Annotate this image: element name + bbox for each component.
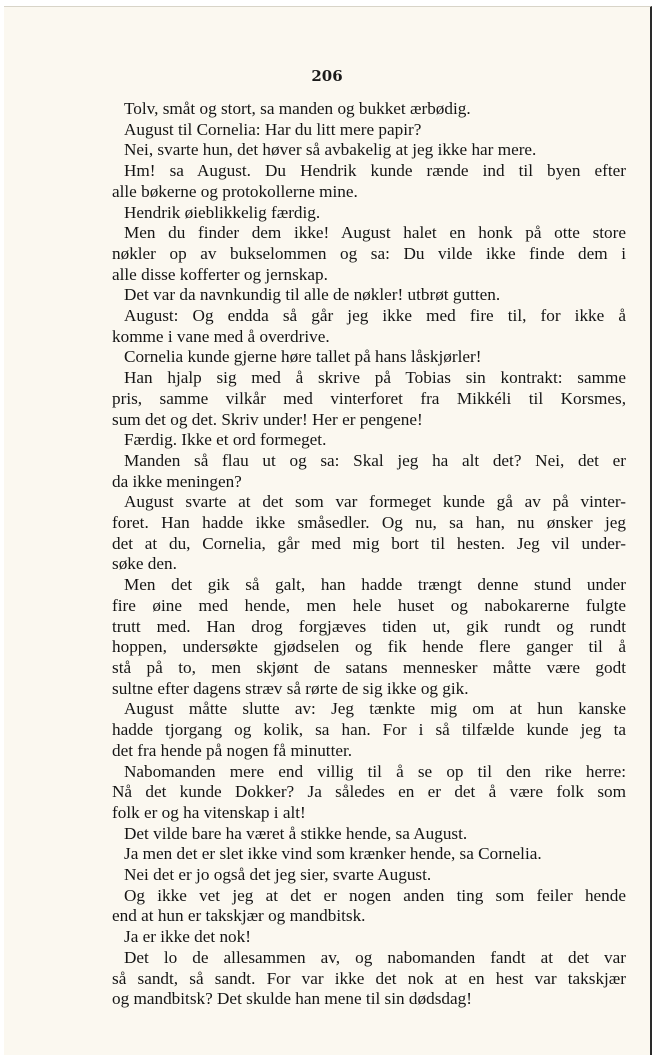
text-line: da ikke meningen? (112, 471, 242, 491)
text-line: Det lo de allesammen av, og nabomanden fandt at det var (124, 947, 626, 967)
text-line: Nei det er jo også det jeg sier, svarte August. (124, 865, 432, 885)
text-line: alle bøkerne og protokollerne mine. (112, 181, 358, 201)
paragraph (112, 761, 626, 824)
text-line: fire øine med hende, men hele huset og nabokarerne fulgte (112, 595, 626, 615)
text-line: stå på to, men skjønt de satans mennesker måtte være godt (112, 657, 626, 677)
book-page (4, 6, 652, 1055)
paragraph (112, 223, 626, 285)
text-line: nøkler op av bukselommen og sa: Du vilde ikke finde dem i (112, 243, 626, 263)
text-line: end at hun er takskjær og mandbitsk. (112, 906, 366, 926)
text-line: trutt med. Han drog forgjæves tiden ut, gik rundt og rundt (112, 616, 626, 636)
paragraph (112, 161, 626, 202)
text-line: Men det gik så galt, han hadde trængt denne stund under (124, 575, 626, 595)
paragraph (118, 285, 626, 306)
body-text (112, 99, 626, 1010)
paragraph (118, 844, 626, 865)
text-line: sum det og det. Skriv under! Her er pengene! (112, 409, 423, 429)
paragraph (118, 203, 626, 224)
paragraph (112, 885, 626, 927)
paragraph (118, 99, 626, 120)
text-line: Cornelia kunde gjerne høre tallet på hans låskjørler! (124, 347, 482, 367)
text-line: Men du finder dem ikke! August halet en honk på otte store (124, 223, 626, 243)
text-line: August svarte at det som var formeget kunde gå av på vinter- (124, 492, 626, 512)
paragraph (118, 430, 626, 451)
text-line: sultne efter dagens stræv så rørte de sig ikke og gik. (112, 678, 469, 698)
text-line: Hendrik øieblikkelig færdig. (124, 202, 321, 222)
text-line: Manden så flau ut og sa: Skal jeg ha alt det? Nei, det er (124, 450, 626, 470)
paragraph (118, 140, 626, 161)
paragraph (112, 575, 626, 699)
text-line: folk er og ha vitenskap i alt! (112, 802, 306, 822)
text-line: så sandt, så sandt. For var ikke det nok at en hest var takskjær (112, 968, 626, 988)
text-line: August til Cornelia: Har du litt mere papir? (124, 119, 422, 139)
text-line: August måtte slutte av: Jeg tænkte mig om at hun kanske (124, 699, 626, 719)
paragraph (118, 120, 626, 141)
text-line: Og ikke vet jeg at det er nogen anden ting som feiler hende (124, 885, 626, 905)
paragraph (112, 947, 626, 1010)
text-line: søke den. (112, 554, 177, 574)
paragraph (112, 368, 626, 430)
text-line: Hm! sa August. Du Hendrik kunde rænde ind til byen efter (124, 161, 626, 181)
text-line: hadde tjorgang og kolik, sa han. For i så tilfælde kunde jeg ta (112, 720, 626, 740)
text-line: Han hjalp sig med å skrive på Tobias sin kontrakt: samme (124, 368, 626, 388)
text-line: alle disse kofferter og jernskap. (112, 264, 328, 284)
text-line: Nå det kunde Dokker? Ja således en er det å være folk som (112, 782, 626, 802)
page-number: 206 (311, 67, 343, 85)
text-line: det at du, Cornelia, går med mig bort til hesten. Jeg vil under- (112, 533, 626, 553)
text-line: Det var da navnkundig til alle de nøkler! utbrøt gutten. (124, 285, 501, 305)
text-line: Ja men det er slet ikke vind som krænker hende, sa Cornelia. (124, 844, 542, 864)
text-line: August: Og endda så går jeg ikke med fire til, for ikke å (124, 306, 626, 326)
paragraph (118, 865, 626, 886)
text-line: Nabomanden mere end villig til å se op til den rike herre: (124, 761, 626, 781)
paragraph (118, 927, 626, 948)
text-line: foret. Han hadde ikke småsedler. Og nu, sa han, nu ønsker jeg (112, 513, 626, 533)
paragraph (112, 450, 626, 492)
paragraph (118, 824, 626, 845)
paragraph (112, 699, 626, 761)
text-line: det fra hende på nogen få minutter. (112, 740, 353, 760)
text-line: Ja er ikke det nok! (124, 927, 251, 947)
text-line: Tolv, småt og stort, sa manden og bukket ærbødig. (124, 99, 471, 118)
paragraph (112, 306, 626, 347)
text-line: komme i vane med å overdrive. (112, 326, 330, 346)
text-line: Det vilde bare ha været å stikke hende, sa August. (124, 823, 468, 843)
text-line: Færdig. Ikke et ord formeget. (124, 430, 327, 450)
text-line: Nei, svarte hun, det høver så avbakelig at jeg ikke har mere. (124, 140, 537, 160)
paragraph (118, 347, 626, 368)
text-line: og mandbitsk? Det skulde han mene til sin dødsdag! (112, 989, 472, 1009)
text-line: hoppen, undersøkte gjødselen og fik hende flere ganger til å (112, 637, 626, 657)
paragraph (112, 492, 626, 575)
text-line: pris, samme vilkår med vinterforet fra Mikkéli til Korsmes, (112, 388, 626, 408)
